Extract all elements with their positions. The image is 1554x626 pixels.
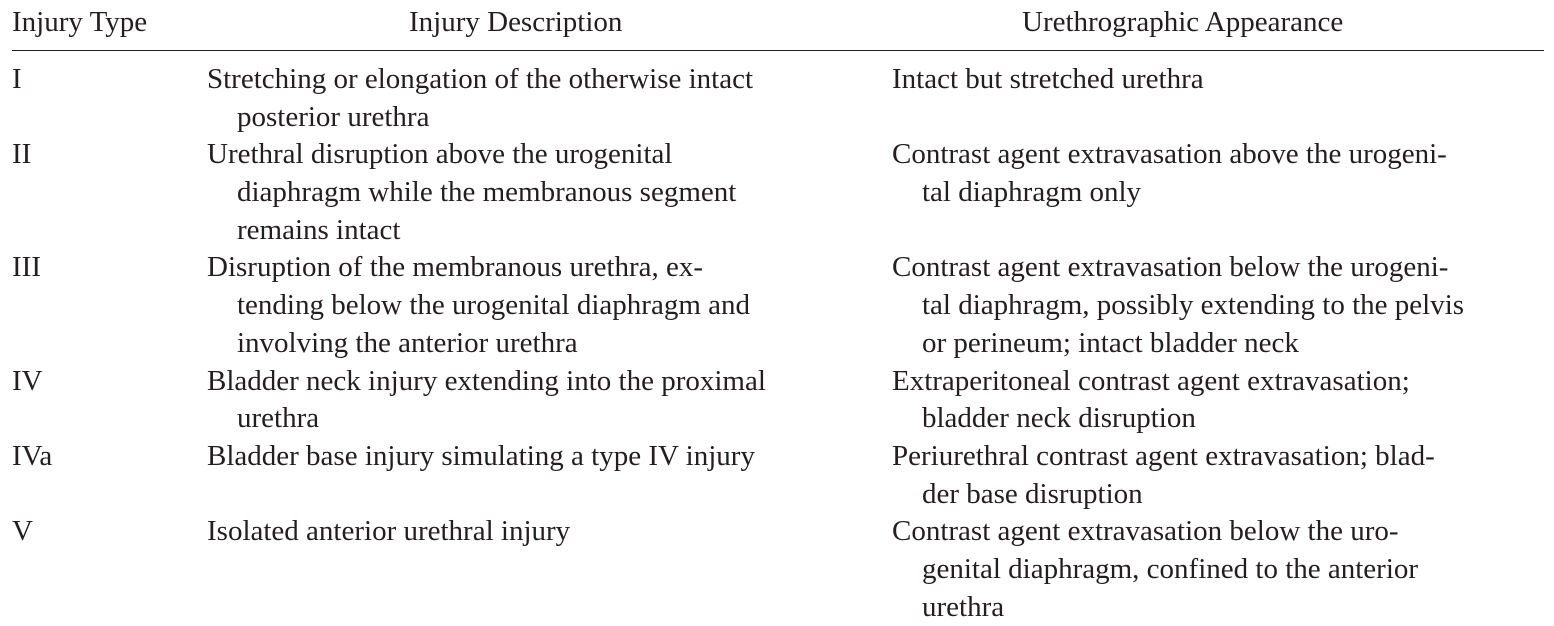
description-line: Bladder neck injury extending into the proximal [207,364,766,397]
injury-description-cell [207,438,867,476]
description-line: Isolated anterior urethral injury [207,515,571,548]
appearance-line: der base disruption [922,477,1143,510]
appearance-cell [892,513,1542,626]
appearance-cell [892,363,1542,438]
table-row [12,513,1544,626]
table-row [12,363,1544,438]
injury-description-cell [207,61,867,136]
appearance-line: or perineum; intact bladder neck [922,326,1299,359]
appearance-cell [892,136,1542,211]
table-header [12,0,1544,51]
appearance-line: tal diaphragm, possibly extending to the pelvis [922,289,1465,322]
injury-classification-table [12,0,1544,626]
injury-description-cell [207,136,867,249]
description-line: Urethral disruption above the urogenital [207,138,673,171]
injury-description-cell [207,513,867,551]
appearance-line: urethra [922,590,1005,623]
description-line: tending below the urogenital diaphragm and [237,289,750,322]
description-line: Disruption of the membranous urethra, ex- [207,251,704,284]
header-injury-description: Injury Description [409,6,623,38]
header-injury-type: Injury Type [12,6,148,38]
injury-description-cell [207,249,867,362]
appearance-line: genital diaphragm, confined to the anterior [922,553,1419,586]
injury-type-cell: III [12,251,41,284]
appearance-line: Extraperitoneal contrast agent extravasation; [892,364,1410,397]
header-urethrographic-appearance: Urethrographic Appearance [1022,6,1344,38]
appearance-cell [892,249,1542,362]
injury-type-cell: I [12,63,22,95]
injury-type-cell: II [12,138,32,171]
appearance-line: Contrast agent extravasation below the uro- [892,515,1399,548]
appearance-line: Contrast agent extravasation above the urogeni- [892,138,1447,171]
injury-type-cell: IV [12,364,43,397]
appearance-line: Intact but stretched urethra [892,63,1204,95]
appearance-line: Periurethral contrast agent extravasation; blad- [892,439,1435,472]
table-body [12,61,1544,626]
table-row [12,61,1544,136]
description-line: involving the anterior urethra [237,326,578,359]
table-row [12,136,1544,249]
description-line: posterior urethra [237,100,430,133]
description-line: Stretching or elongation of the otherwise intact [207,63,754,95]
appearance-cell [892,61,1542,99]
table-row [12,438,1544,513]
injury-description-cell [207,363,867,438]
injury-type-cell: IVa [12,439,53,472]
table-row [12,249,1544,362]
appearance-line: bladder neck disruption [922,402,1196,435]
injury-type-cell: V [12,515,33,548]
description-line: remains intact [237,213,401,246]
description-line: diaphragm while the membranous segment [237,176,737,209]
appearance-cell [892,438,1542,513]
description-line: Bladder base injury simulating a type IV injury [207,439,755,472]
description-line: urethra [237,402,320,435]
appearance-line: tal diaphragm only [922,176,1142,209]
appearance-line: Contrast agent extravasation below the urogeni- [892,251,1449,284]
